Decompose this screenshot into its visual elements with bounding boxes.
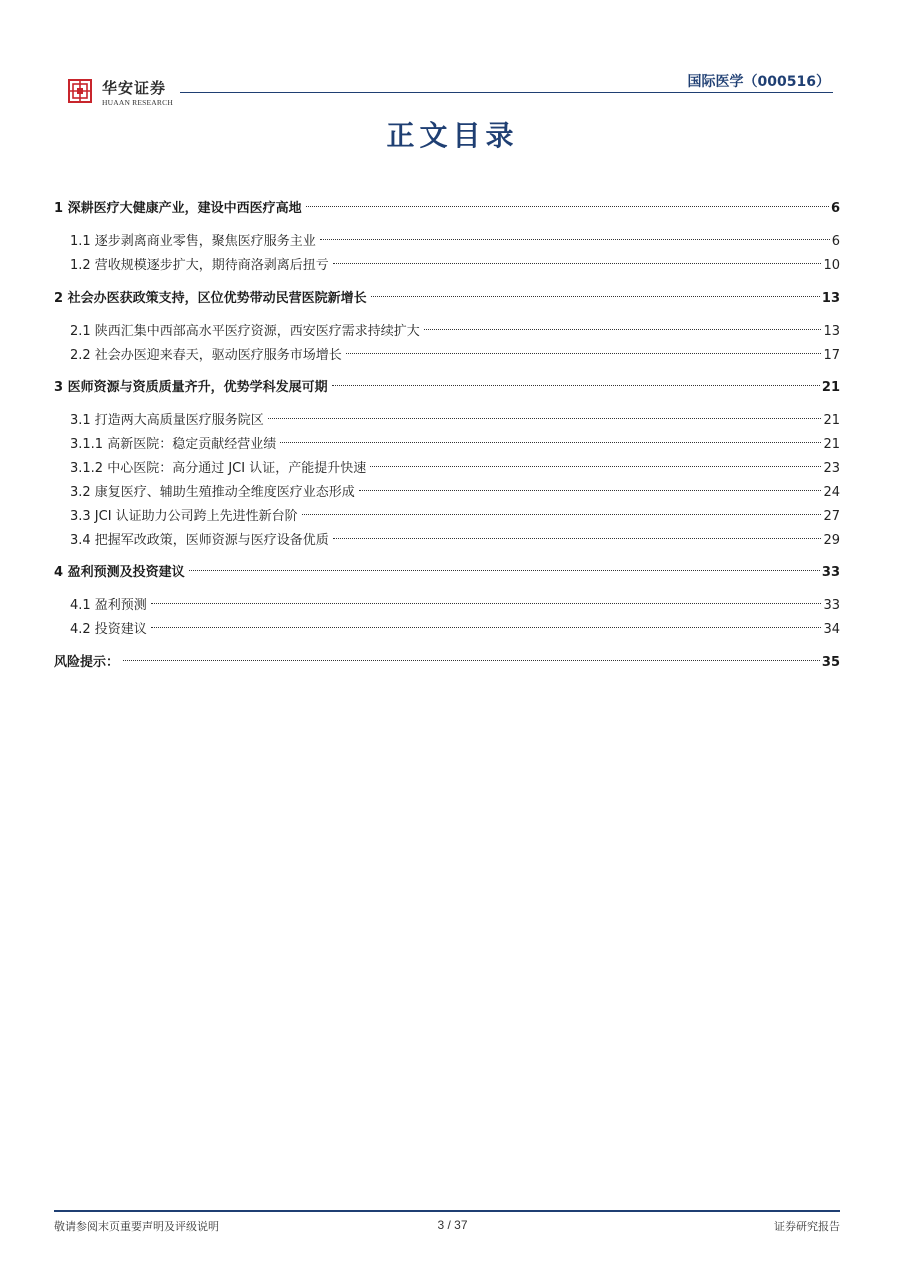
toc-entry-label: 4 盈利预测及投资建议 (54, 565, 185, 580)
toc-entry-label: 2.2 社会办医迎来春天，驱动医疗服务市场增长 (70, 348, 342, 363)
report-title: 国际医学（000516） (687, 74, 830, 90)
toc-page-number: 10 (823, 258, 840, 273)
toc-entry-label: 2.1 陕西汇集中西部高水平医疗资源，西安医疗需求持续扩大 (70, 324, 420, 339)
toc-page-number: 34 (823, 622, 840, 637)
toc-subsection-entry[interactable] (70, 587, 840, 613)
toc-page-number: 27 (823, 509, 840, 524)
toc-dot-leader (123, 644, 820, 666)
toc-page-number: 13 (821, 291, 840, 306)
toc-subsection-entry[interactable] (70, 474, 840, 500)
toc-entry-label: 3 医师资源与资质质量齐升，优势学科发展可期 (54, 380, 328, 395)
toc-page-number: 24 (823, 485, 840, 500)
page-header (0, 0, 905, 110)
toc-subsection-entry[interactable] (70, 522, 840, 548)
toc-dot-leader (302, 498, 822, 520)
toc-dot-leader (151, 611, 822, 633)
toc-page-number: 21 (821, 380, 840, 395)
company-logo (68, 77, 188, 109)
toc-subsection-entry[interactable] (70, 223, 840, 249)
toc-dot-leader (151, 587, 822, 609)
toc-page-number: 21 (823, 413, 840, 428)
toc-page-number: 21 (823, 437, 840, 452)
toc-page-number: 6 (830, 201, 840, 216)
toc-section-entry[interactable] (54, 190, 840, 216)
toc-subsection-entry[interactable] (70, 426, 840, 452)
toc-page-number: 17 (823, 348, 840, 363)
toc-subsection-entry[interactable] (70, 450, 840, 476)
toc-dot-leader (333, 522, 822, 544)
toc-entry-label: 3.2 康复医疗、辅助生殖推动全维度医疗业态形成 (70, 485, 355, 500)
toc-subsection-entry[interactable] (70, 498, 840, 524)
toc-entry-label: 2 社会办医获政策支持，区位优势带动民营医院新增长 (54, 291, 367, 306)
page-indicator: 3 / 37 (437, 1218, 468, 1232)
page-title: 正文目录 (386, 119, 519, 152)
toc-dot-leader (280, 426, 821, 448)
toc-section-entry[interactable] (54, 644, 840, 670)
toc-entry-label: 3.3 JCI 认证助力公司跨上先进性新台阶 (70, 509, 298, 524)
toc-subsection-entry[interactable] (70, 313, 840, 339)
toc-page-number: 6 (831, 234, 840, 249)
toc-section-entry[interactable] (54, 280, 840, 306)
toc-dot-leader (359, 474, 822, 496)
toc-entry-label: 1.1 逐步剥离商业零售，聚焦医疗服务主业 (70, 234, 316, 249)
toc-dot-leader (320, 223, 830, 245)
toc-section-entry[interactable] (54, 369, 840, 395)
toc-entry-label: 3.1.2 中心医院：高分通过 JCI 认证，产能提升快速 (70, 461, 367, 476)
toc-dot-leader (189, 554, 820, 576)
toc-subsection-entry[interactable] (70, 337, 840, 363)
logo-chinese-name: 华安证券 (102, 79, 167, 97)
toc-entry-label: 3.4 把握军改政策，医师资源与医疗设备优质 (70, 533, 329, 548)
toc-entry-label: 4.1 盈利预测 (70, 598, 147, 613)
toc-dot-leader (332, 369, 820, 391)
toc-dot-leader (306, 190, 829, 212)
toc-page-number: 35 (821, 655, 840, 670)
toc-dot-leader (370, 450, 821, 472)
toc-dot-leader (268, 402, 822, 424)
toc-page-number: 13 (823, 324, 840, 339)
toc-entry-label: 4.2 投资建议 (70, 622, 147, 637)
huaan-logo-icon (68, 79, 92, 103)
toc-dot-leader (346, 337, 822, 359)
toc-page-number: 23 (823, 461, 840, 476)
toc-page-number: 33 (821, 565, 840, 580)
toc-subsection-entry[interactable] (70, 611, 840, 637)
toc-entry-label: 1 深耕医疗大健康产业，建设中西医疗高地 (54, 201, 302, 216)
toc-page-number: 29 (823, 533, 840, 548)
logo-english-name: HUAAN RESEARCH (102, 98, 173, 107)
toc-section-entry[interactable] (54, 554, 840, 580)
toc-dot-leader (333, 247, 822, 269)
toc-entry-label: 3.1.1 高新医院：稳定贡献经营业绩 (70, 437, 277, 452)
toc-page-number: 33 (823, 598, 840, 613)
toc-dot-leader (424, 313, 822, 335)
header-divider (180, 92, 833, 93)
footer-disclaimer: 敬请参阅末页重要声明及评级说明 (54, 1220, 219, 1233)
toc-dot-leader (371, 280, 820, 302)
toc-entry-label: 1.2 营收规模逐步扩大，期待商洛剥离后扭亏 (70, 258, 329, 273)
toc-entry-label: 风险提示： (54, 655, 120, 670)
toc-entry-label: 3.1 打造两大高质量医疗服务院区 (70, 413, 264, 428)
toc-subsection-entry[interactable] (70, 402, 840, 428)
toc-subsection-entry[interactable] (70, 247, 840, 273)
document-type: 证券研究报告 (774, 1220, 840, 1233)
footer-divider (54, 1210, 840, 1212)
